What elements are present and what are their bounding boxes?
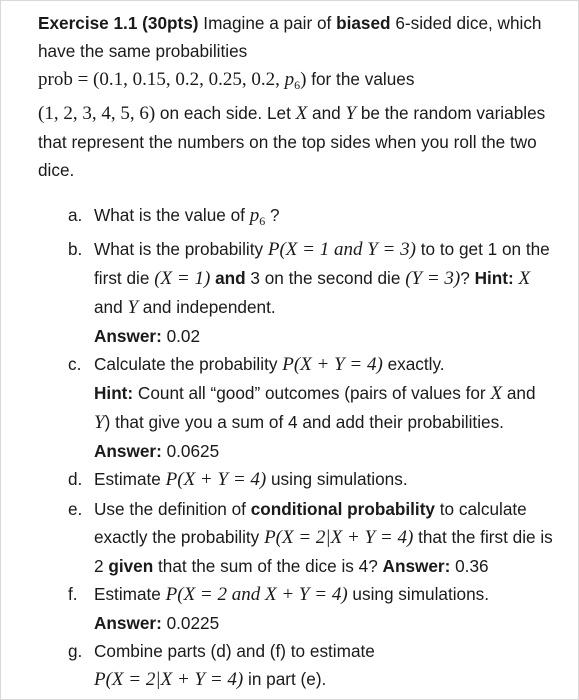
answer-label: Answer: [94, 325, 162, 346]
question-marker: b. [68, 238, 83, 259]
question-text: Use the definition of conditional probability to calculate exactly the probability P(X = 2|X + Y = 4) that the first die is 2 given that the sum of the dice is 4? Answer: 0.36 [94, 498, 553, 576]
question-e [38, 495, 564, 580]
question-marker: g. [68, 640, 83, 661]
question-g [38, 637, 564, 694]
var-x: X [490, 383, 503, 405]
math-expression: P(X = 1 and Y = 3) [267, 238, 416, 260]
question-marker: e. [68, 498, 83, 519]
prob-expression: prob = (0.1, 0.15, 0.2, 0.25, 0.2, [38, 69, 285, 91]
question-f [38, 580, 564, 637]
math-expression: (X = 1) [154, 267, 211, 289]
intro-text: on each side. Let [155, 103, 296, 124]
given-emphasis: given [108, 555, 154, 576]
intro-text: for the values [306, 69, 415, 90]
values-expression: (1, 2, 3, 4, 5, 6) [38, 103, 156, 125]
answer-value: 0.0625 [161, 441, 220, 462]
question-text: Estimate P(X = 2 and X + Y = 4) using simulations. Answer: 0.0225 [94, 583, 490, 633]
math-expression: P(X + Y = 4) [282, 354, 383, 376]
question-text: What is the probability P(X = 1 and Y = 3) to to get 1 on the first die (X = 1) and 3 on the second die (Y = 3)? Hint: X and Y and independent. Answer: 0.02 [94, 238, 550, 346]
question-text: Calculate the probability P(X + Y = 4) exactly. Hint: Count all “good” outcomes (pairs of values for X and Y) that give you a sum of 4 and add their probabilities. Answer: 0.0625 [94, 354, 536, 462]
conditional-probability-emphasis: conditional probability [250, 498, 435, 519]
intro-text: 6-sided dice, which have the same probabilities [38, 13, 542, 62]
hint-label: Hint: [94, 383, 134, 404]
prob-expression-close: ) [300, 69, 307, 91]
question-list [38, 201, 564, 695]
question-marker: d. [68, 469, 83, 490]
answer-value: 0.0225 [161, 612, 220, 633]
var-y: Y [127, 296, 139, 318]
math-expression: P(X = 2|X + Y = 4) [264, 526, 414, 548]
math-expression: (Y = 3) [405, 267, 461, 289]
intro-text: Imagine a pair of [198, 13, 337, 33]
var-x: X [518, 267, 531, 289]
question-d [38, 465, 564, 494]
answer-label: Answer: [382, 555, 451, 576]
var-x: X [295, 103, 308, 125]
exercise-intro [38, 9, 564, 185]
answer-value: 0.36 [450, 555, 489, 576]
intro-text: be the random variables that represent the numbers on the top sides when you roll the two dice. [38, 103, 546, 181]
question-marker: a. [68, 204, 83, 225]
exercise-page [1, 1, 578, 694]
intro-text: and [307, 103, 346, 124]
question-text: Combine parts (d) and (f) to estimate P(X = 2|X + Y = 4) in part (e). [94, 640, 375, 691]
exercise-title: Exercise 1.1 (30pts) [38, 13, 199, 33]
question-text: Estimate P(X + Y = 4) using simulations. [94, 469, 408, 491]
p6-symbol: $p_6$ [284, 69, 301, 93]
math-expression: P(X = 2 and X + Y = 4) [165, 583, 348, 605]
math-expression: P(X + Y = 4) [165, 469, 267, 491]
math-expression: P(X = 2|X + Y = 4) [94, 669, 244, 691]
answer-label: Answer: [94, 612, 162, 633]
var-y: Y [345, 103, 357, 125]
answer-value: 0.02 [161, 325, 201, 346]
question-marker: f. [68, 583, 78, 604]
question-a [38, 201, 564, 235]
var-y: Y [94, 412, 105, 434]
question-marker: c. [68, 354, 82, 375]
question-c [38, 350, 564, 465]
question-b [38, 235, 564, 350]
hint-label: Hint: [474, 267, 514, 288]
p6-symbol: $p_6$ [249, 204, 266, 228]
answer-label: Answer: [94, 441, 162, 462]
biased-emphasis: biased [336, 13, 391, 33]
question-text: What is the value of $p_6$ ? [94, 204, 280, 228]
